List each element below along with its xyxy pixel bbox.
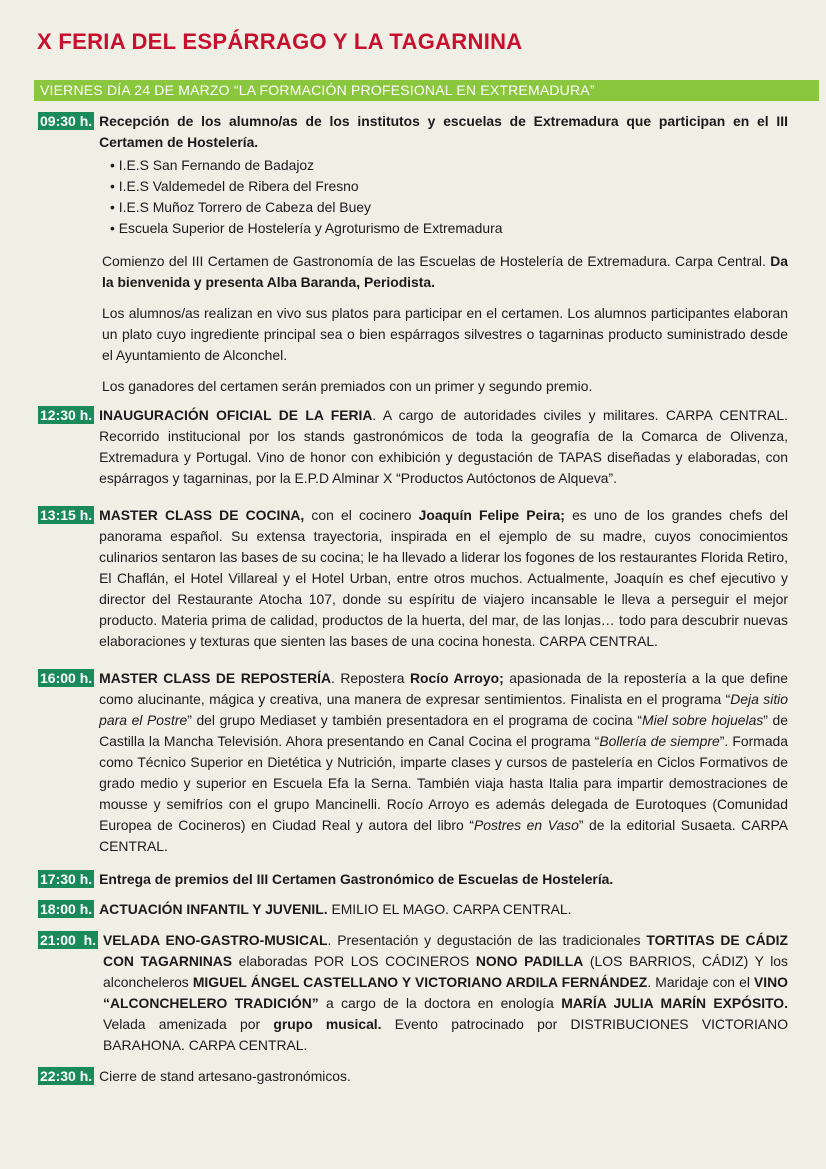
time-badge: 16:00 h. [40,670,93,686]
time-badge: 09:30 h. [40,113,93,129]
time-badge: 22:30 h. [40,1068,93,1084]
text-span: con el cocinero [304,507,419,523]
time-badge: 13:15 h. [40,507,93,523]
time-badge: 12:30 h. [40,407,93,423]
entry-heading: MASTER CLASS DE COCINA, [99,507,305,523]
entry-heading: INAUGURACIÓN OFICIAL DE LA FERIA [99,407,373,423]
text-span: . A cargo de autoridades civiles y militares. CARPA CENTRAL. Recorrido institucional por los stands gastronómicos de toda la geografía de la Comarca de Olivenza, Extremadura y Portugal. Vino de honor con exhibición y degustación de TAPAS diseñadas y elaboradas, con espárragos y tagarninas, por la E.P.D Alminar X “Productos Autóctonos de Alqueva”. [99,407,788,486]
list-item: • I.E.S Valdemedel de Ribera del Fresno [110,176,788,197]
entry-text: Cierre de stand artesano-gastronómicos. [99,1068,351,1084]
entry-heading: ACTUACIÓN INFANTIL Y JUVENIL. [99,901,328,917]
cook-names: MIGUEL ÁNGEL CASTELLANO Y VICTORIANO ARDILA FERNÁNDEZ [192,974,648,990]
text-span: elaboradas POR LOS COCINEROS [232,953,476,969]
entry-heading: Recepción de los alumno/as de los institutos y escuelas de Extremadura que participan en el III Certamen de Hostelería. [99,113,788,150]
text-span: . Presentación y degustación de las tradicionales [327,932,647,948]
book-title: Postres en Vaso [473,817,579,833]
dish-name: TORTITAS DE CÁDIZ CON TAGARNINAS [103,932,788,969]
entry-text [99,899,788,920]
schedule-entry-0930 [38,111,788,397]
chef-name: Joaquín Felipe Peira; [418,507,565,523]
text-span: . Maridaje con el [647,974,755,990]
entry-heading: MASTER CLASS DE REPOSTERÍA [99,670,331,686]
day-header: VIERNES DÍA 24 DE MARZO “LA FORMACIÓN PROFESIONAL EN EXTREMADURA” [34,80,819,101]
schedule-entry-1730 [38,869,788,890]
text-span: es uno de los grandes chefs del panorama español. Su extensa trayectoria, inspirada en el ejemplo de su madre, cuyos conocimientos culinarios sentaron las bases de su cocina; le ha llevado a liderar los fogones de los restaurantes Florida Retiro, El Chaflán, el Hotel Villareal y el Hotel Urban, entre otros muchos. Actualmente, Joaquín es chef ejecutivo y director del Restaurante Atocha 107, donde su espíritu de viajero incansable le lleva a perseguir el mejor producto. Materia prima de calidad, productos de la huerta, del mar, de las lonjas… todo para descubrir nuevas elaboraciones y texturas que sienten las bases de una cocina honesta. CARPA CENTRAL. [99,507,788,649]
schedule-entry-1315 [38,505,788,652]
oenologist-name: MARÍA JULIA MARÍN EXPÓSITO. [561,995,788,1011]
schedule-entry-1800 [38,899,788,920]
schedule-entry-2230 [38,1066,788,1087]
paragraph: Los alumnos/as realizan en vivo sus platos para participar en el certamen. Los alumnos participantes elaboran un plato cuyo ingrediente principal sea o bien espárragos silvestres o tagarninas producto suministrado desde el Ayuntamiento de Alconchel. [102,305,788,363]
text-span: a cargo de la doctora en enología [318,995,562,1011]
entry-heading: Entrega de premios del III Certamen Gastronómico de Escuelas de Hostelería. [99,871,614,887]
schedule-entry-2100 [38,930,788,1056]
text-span: ” de la editorial Susaeta. CARPA CENTRAL. [99,817,788,854]
list-item: • I.E.S San Fernando de Badajoz [110,155,788,176]
time-badge: 17:30 h. [40,871,93,887]
text-span: EMILIO EL MAGO. CARPA CENTRAL. [327,901,572,917]
page-title: X FERIA DEL ESPÁRRAGO Y LA TAGARNINA [37,29,523,54]
chef-name: Rocío Arroyo; [409,670,504,686]
text-span: ” de Castilla la Mancha Televisión. Ahora presentando en Canal Cocina el programa “ [99,712,788,749]
list-item: • Escuela Superior de Hostelería y Agroturismo de Extremadura [110,218,788,239]
text-span: ”. Formada como Técnico Superior en Dietética y Nutrición, imparte clases y cursos de pastelería en Ciclos Formativos de grado medio y superior en Escuela Efa la Serna. También viaja hasta Italia para impartir demostraciones de mousse y semifríos con el grupo Mancinelli. Rocío Arroyo es además delegada de Eurotoques (Comunidad Europea de Cocineros) en Ciudad Real y autora del libro “ [99,733,788,833]
schedule-entry-1230 [38,405,788,489]
music-group: grupo musical. [273,1016,382,1032]
paragraph [102,251,788,293]
text-span: ” del grupo Mediaset y también presentadora en el programa de cocina “ [187,712,643,728]
schedule [38,111,788,1095]
cook-name: NONO PADILLA [475,953,584,969]
presenter-text: Da la bienvenida y presenta Alba Baranda, Periodista. [102,253,788,290]
program-title: Miel sobre hojuelas [642,712,764,728]
text-span: Velada amenizada por [103,1016,274,1032]
list-item: • I.E.S Muñoz Torrero de Cabeza del Buey [110,197,788,218]
text-span: (LOS BARRIOS, CÁDIZ) Y los alconcheleros [103,953,788,990]
institute-list [110,155,788,239]
entry-text [99,505,788,652]
program-title: Bollería de siempre [599,733,720,749]
schedule-entry-1600 [38,668,788,857]
entry-heading: VELADA ENO-GASTRO-MUSICAL [103,932,328,948]
text-span: . Repostera [331,670,410,686]
time-badge: 21:00 h. [40,932,97,948]
text-span: apasionada de la repostería a la que define como alucinante, mágica y creativa, una manera de expresar sentimientos. Finalista en el programa “ [99,670,788,707]
entry-text [103,930,788,1056]
text-span: Comienzo del III Certamen de Gastronomía de las Escuelas de Hostelería de Extremadura. Carpa Central. [102,253,771,269]
time-badge: 18:00 h. [40,901,93,917]
wine-name: VINO “ALCONCHELERO TRADICIÓN” [103,974,788,1011]
program-title: Deja sitio para el Postre [99,691,788,728]
entry-text [99,668,788,857]
entry-text [99,405,788,489]
text-span: Evento patrocinado por DISTRIBUCIONES VICTORIANO BARAHONA. CARPA CENTRAL. [103,1016,789,1053]
paragraph: Los ganadores del certamen serán premiados con un primer y segundo premio. [102,378,593,394]
